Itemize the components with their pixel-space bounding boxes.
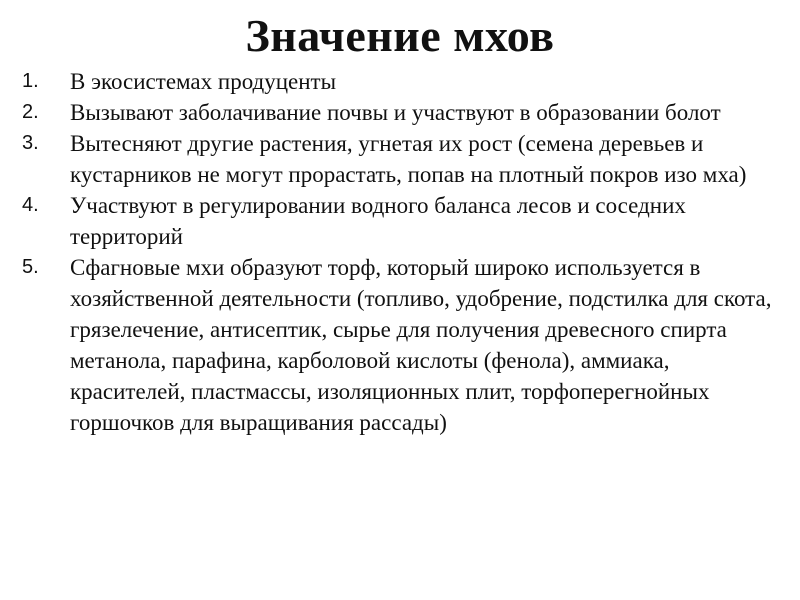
list-item-text: Вытесняют другие растения, угнетая их рост (семена деревьев и кустарников не могут прорастать, попав на плотный покров изо мха) [70, 131, 747, 187]
list-item-number: 5. [22, 256, 39, 278]
list-item-number: 2. [22, 101, 39, 123]
list-item-text: Участвуют в регулировании водного баланса лесов и соседних территорий [70, 193, 686, 249]
list-item [0, 252, 780, 438]
list-item [0, 190, 780, 252]
numbered-list [0, 66, 780, 438]
list-item-number: 3. [22, 132, 39, 154]
list-item [0, 97, 780, 128]
list-item-number: 4. [22, 194, 39, 216]
list-item-text: Вызывают заболачивание почвы и участвуют в образовании болот [70, 100, 721, 125]
list-item-number: 1. [22, 70, 39, 92]
list-item [0, 66, 780, 97]
slide-title: Значение мхов [245, 10, 555, 61]
list-item-text: Сфагновые мхи образуют торф, который широко используется в хозяйственной деятельности (топливо, удобрение, подстилка для скота, грязелечение, антисептик, сырье для получения древесного спирта метанола, парафина, карболовой кислоты (фенола), аммиака, красителей, пластмассы, изоляционных плит, торфоперегнойных горшочков для выращивания рассады) [70, 255, 772, 435]
list-item-text: В экосистемах продуценты [70, 69, 337, 94]
list-item [0, 128, 780, 190]
